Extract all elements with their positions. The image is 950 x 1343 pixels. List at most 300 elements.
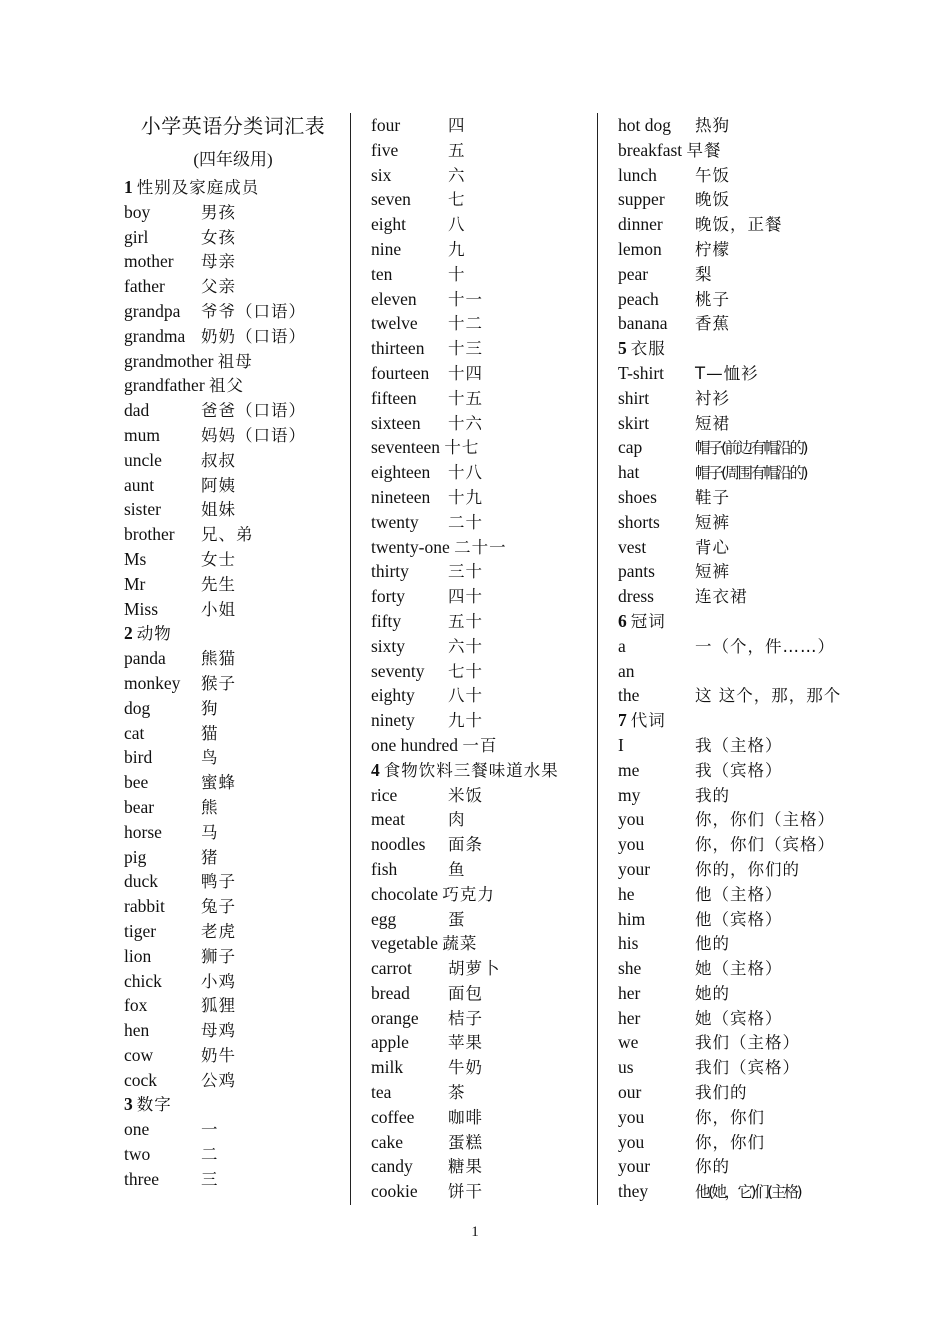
chinese-meaning: 五十	[448, 611, 483, 631]
vocab-row	[124, 745, 346, 770]
chinese-meaning: 短裤	[695, 512, 730, 532]
chinese-meaning: 七	[448, 190, 466, 210]
vocab-row	[124, 1043, 346, 1068]
vocab-row	[124, 919, 346, 944]
vocab-row	[124, 324, 346, 349]
chinese-meaning: 蛋	[448, 909, 466, 929]
section-heading	[618, 708, 840, 733]
english-word: peach	[618, 288, 659, 309]
chinese-meaning: 我的	[695, 785, 730, 805]
section-number: 4	[371, 759, 380, 780]
vocab-row	[124, 1142, 346, 1167]
chinese-meaning: 他的	[695, 934, 730, 954]
chinese-meaning: 鸟	[201, 748, 219, 768]
english-word: sixteen	[371, 412, 421, 433]
section-heading	[618, 336, 840, 361]
chinese-meaning: 母亲	[201, 252, 236, 272]
vocab-row	[371, 411, 593, 436]
vocab-row	[124, 249, 346, 274]
vocab-row	[618, 535, 840, 560]
vocab-row	[371, 1179, 593, 1204]
chinese-meaning: 胡萝卜	[448, 959, 501, 979]
english-word: me	[618, 759, 640, 780]
vocab-row	[124, 845, 346, 870]
vocab-row	[618, 1154, 840, 1179]
vocab-row	[124, 696, 346, 721]
chinese-meaning: 猫	[201, 723, 219, 743]
vocab-row	[618, 931, 840, 956]
chinese-meaning: 二十	[448, 512, 483, 532]
english-word: cookie	[371, 1181, 418, 1202]
vocab-row	[618, 559, 840, 584]
english-word: Mr	[124, 573, 146, 594]
chinese-meaning: 十五	[448, 388, 483, 408]
english-word: forty	[371, 586, 406, 607]
vocab-row	[618, 187, 840, 212]
english-word: cake	[371, 1131, 404, 1152]
vocab-row	[124, 572, 346, 597]
chinese-meaning: 衬衫	[695, 388, 730, 408]
chinese-meaning: 鞋子	[695, 487, 730, 507]
vocab-row	[124, 1068, 346, 1093]
english-word: two	[124, 1144, 151, 1165]
section-heading	[124, 621, 346, 646]
english-word: dinner	[618, 214, 663, 235]
chinese-meaning: 叔叔	[201, 450, 236, 470]
page-title: 小学英语分类词汇表	[140, 116, 326, 138]
vocab-row	[371, 1030, 593, 1055]
vocab-row	[124, 894, 346, 919]
vocab-row	[618, 287, 840, 312]
english-word: tea	[371, 1082, 392, 1103]
vocab-row	[124, 969, 346, 994]
chinese-meaning: 帽子(周围有帽沿的)	[695, 464, 807, 483]
english-word: thirteen	[371, 338, 425, 359]
chinese-meaning: 蔬菜	[442, 934, 478, 954]
vocab-row	[618, 1105, 840, 1130]
chinese-meaning: 鸭子	[201, 872, 236, 892]
chinese-meaning: 十四	[448, 363, 483, 383]
chinese-meaning: 梨	[695, 264, 713, 284]
vocab-row	[124, 671, 346, 696]
english-word: vegetable	[371, 933, 439, 954]
chinese-meaning: 你，你们（宾格）	[695, 835, 835, 855]
chinese-meaning: 我（主格）	[695, 735, 783, 755]
vocab-row	[618, 634, 840, 659]
english-word: lemon	[618, 238, 662, 259]
chinese-meaning: 猴子	[201, 673, 236, 693]
chinese-meaning: 六	[448, 165, 466, 185]
english-word: hot dog	[618, 115, 671, 135]
vocab-row	[618, 1030, 840, 1055]
vocab-row	[124, 200, 346, 225]
section-label: 衣服	[630, 339, 666, 359]
english-word: panda	[124, 648, 166, 669]
chinese-meaning: 饼干	[448, 1182, 483, 1202]
vocab-row	[618, 1006, 840, 1031]
chinese-meaning: 七十	[448, 661, 483, 681]
english-word: milk	[371, 1057, 404, 1078]
vocab-row	[124, 770, 346, 795]
english-word: cat	[124, 722, 145, 743]
chinese-meaning: 熊猫	[201, 649, 236, 669]
english-word: twenty	[371, 511, 419, 532]
vocab-row	[371, 931, 593, 956]
english-word: us	[618, 1057, 634, 1078]
section-number: 3	[124, 1094, 133, 1115]
chinese-meaning: 二	[201, 1145, 219, 1165]
vocab-row	[371, 609, 593, 634]
vocab-row	[124, 597, 346, 622]
vocab-row	[618, 311, 840, 336]
english-word: you	[618, 809, 645, 830]
chinese-meaning: 桃子	[695, 289, 730, 309]
chinese-meaning: 老虎	[201, 921, 236, 941]
vocab-row	[124, 225, 346, 250]
english-word: your	[618, 858, 651, 879]
chinese-meaning: 早餐	[686, 140, 722, 160]
english-word: Miss	[124, 598, 159, 619]
vocab-row	[124, 993, 346, 1018]
vocab-row	[618, 485, 840, 510]
chinese-meaning: 四	[448, 116, 466, 135]
english-word: eighty	[371, 685, 415, 706]
vocab-row	[124, 944, 346, 969]
vocab-row	[618, 882, 840, 907]
vocab-row	[124, 522, 346, 547]
english-word: sister	[124, 499, 161, 520]
english-word: her	[618, 1007, 641, 1028]
vocab-row	[618, 262, 840, 287]
english-word: uncle	[124, 449, 162, 470]
english-word: cow	[124, 1044, 154, 1065]
vocab-row	[124, 423, 346, 448]
vocab-row	[124, 398, 346, 423]
chinese-meaning: 三十	[448, 562, 483, 582]
chinese-meaning: 我们（宾格）	[695, 1058, 800, 1078]
vocab-row	[618, 857, 840, 882]
vocab-row	[371, 659, 593, 684]
column-2	[371, 113, 593, 1204]
english-word: five	[371, 139, 399, 160]
chinese-meaning: 你，你们	[695, 1107, 765, 1127]
chinese-meaning: 糖果	[448, 1157, 483, 1177]
english-word: you	[618, 834, 645, 855]
english-word: egg	[371, 908, 397, 929]
english-word: mum	[124, 424, 160, 445]
vocab-row	[124, 1117, 346, 1142]
english-word: meat	[371, 809, 406, 830]
section-heading	[124, 1092, 346, 1117]
english-word: bird	[124, 747, 153, 768]
chinese-meaning: 五	[448, 140, 466, 160]
vocab-row	[618, 1055, 840, 1080]
chinese-meaning: 面包	[448, 983, 483, 1003]
vocab-row	[371, 783, 593, 808]
chinese-meaning: 姐妹	[201, 500, 236, 520]
section-heading	[124, 175, 346, 200]
vocab-row	[371, 510, 593, 535]
english-word: our	[618, 1082, 642, 1103]
vocab-row	[618, 237, 840, 262]
chinese-meaning: 背心	[695, 537, 730, 557]
chinese-meaning: 马	[201, 822, 219, 842]
chinese-meaning: T—恤衫	[695, 363, 759, 383]
english-word: orange	[371, 1007, 419, 1028]
vocab-row	[371, 981, 593, 1006]
english-word: fifty	[371, 610, 402, 631]
chinese-meaning: 父亲	[201, 277, 236, 297]
english-word: pig	[124, 846, 147, 867]
chinese-meaning: 你，你们	[695, 1132, 765, 1152]
section-number: 7	[618, 710, 627, 731]
english-word: grandma	[124, 325, 186, 346]
chinese-meaning: 狗	[201, 698, 219, 718]
section-number: 1	[124, 177, 133, 197]
english-word: my	[618, 784, 641, 805]
chinese-meaning: 三	[201, 1169, 219, 1189]
english-word: lion	[124, 945, 152, 966]
english-word: shorts	[618, 511, 660, 532]
english-word: cock	[124, 1069, 158, 1090]
vocab-row	[618, 907, 840, 932]
column-divider	[350, 113, 351, 1205]
vocab-row	[371, 1105, 593, 1130]
english-word: the	[618, 685, 640, 706]
english-word: seventy	[371, 660, 425, 681]
vocab-row	[371, 1080, 593, 1105]
english-word: banana	[618, 313, 668, 334]
english-word: Ms	[124, 548, 147, 569]
english-word: bear	[124, 796, 155, 817]
english-word: I	[618, 734, 624, 755]
chinese-meaning: 帽子(前边有帽沿的)	[695, 439, 807, 458]
chinese-meaning: 咖啡	[448, 1107, 483, 1127]
section-label: 动物	[136, 624, 172, 644]
chinese-meaning: 晚饭，正餐	[695, 215, 783, 235]
chinese-meaning: 八	[448, 215, 466, 235]
english-word: eight	[371, 214, 406, 235]
english-word: supper	[618, 189, 665, 210]
english-word: fish	[371, 858, 398, 879]
english-word: twenty-one	[371, 536, 450, 557]
english-word: eighteen	[371, 462, 431, 483]
vocab-row	[618, 411, 840, 436]
vocab-row	[371, 262, 593, 287]
english-word: cap	[618, 437, 643, 458]
english-word: brother	[124, 524, 175, 545]
english-word: horse	[124, 821, 162, 842]
chinese-meaning: 短裙	[695, 413, 730, 433]
vocab-row	[618, 460, 840, 485]
vocab-row	[371, 212, 593, 237]
chinese-meaning: 奶牛	[201, 1045, 236, 1065]
vocab-row	[124, 646, 346, 671]
english-word: hen	[124, 1020, 150, 1041]
chinese-meaning: 女士	[201, 549, 236, 569]
chinese-meaning: 狮子	[201, 946, 236, 966]
english-word: mother	[124, 251, 174, 272]
chinese-meaning: 十八	[448, 463, 483, 483]
english-word: fourteen	[371, 362, 430, 383]
vocab-row	[124, 547, 346, 572]
vocab-row	[371, 708, 593, 733]
section-label: 代词	[630, 711, 666, 731]
english-word: shoes	[618, 486, 657, 507]
english-word: dad	[124, 400, 150, 421]
english-word: bread	[371, 982, 410, 1003]
english-word: his	[618, 933, 639, 954]
vocab-row	[618, 683, 840, 708]
english-word: boy	[124, 201, 151, 222]
chinese-meaning: 香蕉	[695, 314, 730, 334]
vocab-row	[371, 386, 593, 411]
english-word: ten	[371, 263, 393, 284]
vocab-row	[371, 882, 593, 907]
english-word: skirt	[618, 412, 650, 433]
vocab-row	[124, 497, 346, 522]
vocab-row	[618, 510, 840, 535]
chinese-meaning: 六十	[448, 636, 483, 656]
chinese-meaning: 母鸡	[201, 1021, 236, 1041]
chinese-meaning: 我（宾格）	[695, 760, 783, 780]
chinese-meaning: 九十	[448, 711, 483, 731]
chinese-meaning: 狐狸	[201, 996, 236, 1016]
chinese-meaning: 爷爷（口语）	[201, 301, 306, 321]
english-word: him	[618, 908, 646, 929]
chinese-meaning: 短裤	[695, 562, 730, 582]
chinese-meaning: 祖父	[209, 376, 245, 396]
page-subtitle: (四年级用)	[193, 150, 273, 169]
english-word: your	[618, 1156, 651, 1177]
vocab-row	[371, 907, 593, 932]
chinese-meaning: 你的	[695, 1157, 730, 1177]
chinese-meaning: 奶奶（口语）	[201, 326, 306, 346]
english-word: pear	[618, 263, 649, 284]
chinese-meaning: 茶	[448, 1083, 466, 1103]
chinese-meaning: 我们（主格）	[695, 1033, 800, 1053]
english-word: one	[124, 1119, 150, 1140]
vocab-row	[124, 820, 346, 845]
english-word: duck	[124, 871, 159, 892]
chinese-meaning: 你的，你们的	[695, 859, 800, 879]
vocab-row	[618, 1080, 840, 1105]
vocab-row	[124, 721, 346, 746]
chinese-meaning: 十一	[448, 289, 483, 309]
vocab-row	[124, 373, 346, 398]
vocab-row	[371, 1154, 593, 1179]
vocab-row	[371, 733, 593, 758]
english-word: monkey	[124, 672, 181, 693]
vocab-row	[371, 113, 593, 138]
chinese-meaning: 巧克力	[442, 884, 495, 904]
english-word: chick	[124, 970, 162, 991]
chinese-meaning: 我们的	[695, 1083, 748, 1103]
chinese-meaning: 热狗	[695, 116, 730, 135]
vocab-row	[124, 299, 346, 324]
vocab-row	[618, 386, 840, 411]
vocab-row	[618, 138, 840, 163]
vocab-row	[371, 807, 593, 832]
vocab-row	[371, 857, 593, 882]
english-word: sixty	[371, 635, 406, 656]
section-number: 6	[618, 610, 627, 631]
vocab-row	[371, 435, 593, 460]
chinese-meaning: 十二	[448, 314, 483, 334]
chinese-meaning: 蜜蜂	[201, 773, 236, 793]
vocab-row	[618, 163, 840, 188]
english-word: dress	[618, 586, 654, 607]
vocab-row	[618, 832, 840, 857]
english-word: hat	[618, 462, 640, 483]
vocab-row	[371, 559, 593, 584]
vocab-row	[371, 237, 593, 262]
english-word: an	[618, 660, 635, 681]
vocab-row	[124, 473, 346, 498]
english-word: he	[618, 883, 635, 904]
vocab-row	[371, 287, 593, 312]
english-word: T-shirt	[618, 362, 665, 383]
vocab-row	[371, 361, 593, 386]
chinese-meaning: 公鸡	[201, 1070, 236, 1090]
vocab-row	[124, 1018, 346, 1043]
english-word: three	[124, 1168, 159, 1189]
vocab-row	[618, 361, 840, 386]
english-word: they	[618, 1181, 649, 1202]
english-word: grandfather	[124, 375, 205, 396]
english-word: rabbit	[124, 896, 165, 917]
chinese-meaning: 小鸡	[201, 971, 236, 991]
vocab-row	[618, 758, 840, 783]
chinese-meaning: 熊	[201, 797, 219, 817]
chinese-meaning: 一（个，件……）	[695, 636, 835, 656]
chinese-meaning: 他（宾格）	[695, 909, 783, 929]
chinese-meaning: 鱼	[448, 859, 466, 879]
chinese-meaning: 晚饭	[695, 190, 730, 210]
english-word: you	[618, 1106, 645, 1127]
vocab-row	[618, 1130, 840, 1155]
vocab-row	[618, 113, 840, 138]
chinese-meaning: 妈妈（口语）	[201, 425, 306, 445]
vocab-row	[124, 448, 346, 473]
vocab-row	[124, 1167, 346, 1192]
english-word: pants	[618, 561, 655, 582]
chinese-meaning: 她（主格）	[695, 959, 783, 979]
english-word: nine	[371, 238, 402, 259]
vocab-row	[371, 634, 593, 659]
chinese-meaning: 兄、弟	[201, 525, 254, 545]
english-word: candy	[371, 1156, 413, 1177]
english-word: chocolate	[371, 883, 439, 904]
chinese-meaning: 兔子	[201, 897, 236, 917]
english-word: you	[618, 1131, 645, 1152]
column-1	[124, 113, 346, 1192]
chinese-meaning: 先生	[201, 574, 236, 594]
english-word: tiger	[124, 920, 157, 941]
section-label: 性别及家庭成员	[136, 178, 260, 197]
vocab-row	[618, 435, 840, 460]
english-word: she	[618, 958, 642, 979]
chinese-meaning: 十六	[448, 413, 483, 433]
chinese-meaning: 爸爸（口语）	[201, 401, 306, 421]
vocab-row	[124, 795, 346, 820]
chinese-meaning: 十三	[448, 339, 483, 359]
chinese-meaning: 米饭	[448, 785, 483, 805]
vocab-row	[371, 311, 593, 336]
vocab-row	[371, 1055, 593, 1080]
english-word: her	[618, 982, 641, 1003]
english-word: nineteen	[371, 486, 431, 507]
